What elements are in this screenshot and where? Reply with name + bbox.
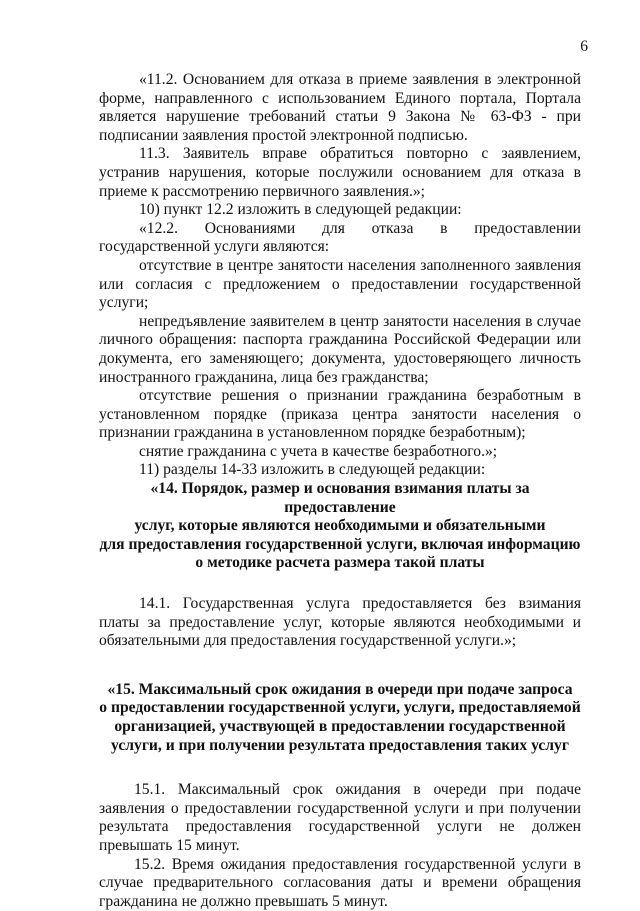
spacer [99, 651, 581, 681]
page-number: 6 [580, 38, 588, 55]
paragraph-11-3: 11.3. Заявитель вправе обратиться повторно с заявлением, устранив нарушения, которые послужили основанием для отказа в приеме к рассмотрению первичного заявления.»; [99, 145, 581, 200]
paragraph-ground-4: снятие гражданина с учета в качестве безработного.»; [139, 442, 498, 460]
section-14-heading-line: «14. Порядок, размер и основания взимания платы за предоставление [150, 480, 530, 516]
document-body [99, 71, 581, 911]
section-15-heading [99, 681, 581, 755]
paragraph-15-1: 15.1. Максимальный срок ожидания в очереди при подаче заявления о предоставлении государственной услуги и при получении результата предоставления государственной услуги не должен превышать 15 минут. [99, 781, 581, 854]
section-14-heading-line: о методике расчета размера такой платы [195, 554, 485, 572]
paragraph-ground-3: отсутствие решения о признании гражданина безработным в установленном порядке (приказа центра занятости населения о признании гражданина в установленном порядке безработным); [99, 387, 581, 442]
section-15-heading-line: «15. Максимальный срок ожидания в очереди при подаче запроса [107, 680, 573, 698]
spacer [99, 755, 581, 781]
paragraph-15-2: 15.2. Время ожидания предоставления государственной услуги в случае предварительного согласования даты и времени обращения гражданина не должно превышать 5 минут. [99, 855, 581, 910]
spacer [99, 573, 581, 595]
section-14-heading-line: для предоставления государственной услуги, включая информацию [99, 535, 581, 553]
paragraph-11-2: «11.2. Основанием для отказа в приеме заявления в электронной форме, направленного с использованием Единого портала, Портала является нарушение требований статьи 9 Закона № 63-ФЗ - при подписании заявления простой электронной подписью. [99, 71, 581, 144]
section-15-heading-line: услуги, и при получении результата предоставления таких услуг [111, 736, 569, 754]
section-14-heading-line: услуг, которые являются необходимыми и обязательными [134, 517, 546, 535]
paragraph-14-1: 14.1. Государственная услуга предоставляется без взимания платы за предоставление услуг, которые являются необходимыми и обязательными для предоставления государственной услуги.»; [99, 595, 581, 650]
section-15-heading-line: о предоставлении государственной услуги, услуги, предоставляемой [99, 699, 581, 717]
paragraph-ground-1: отсутствие в центре занятости населения заполненного заявления или согласия с предложением о предоставлении государственной услуги; [99, 256, 581, 312]
paragraph-item-11: 11) разделы 14-33 изложить в следующей редакции: [139, 461, 486, 479]
paragraph-12-2: «12.2. Основаниями для отказа в предоставлении государственной услуги являются: [99, 219, 581, 256]
paragraph-ground-2: непредъявление заявителем в центр занятости населения в случае личного обращения: паспорта гражданина Российской Федерации или документа, его заменяющего; документа, удостоверяющего личность иностранного гражданина, лица без гражданства; [99, 312, 581, 386]
paragraph-item-10: 10) пункт 12.2 изложить в следующей редакции: [139, 201, 462, 219]
section-14-heading [99, 480, 581, 573]
section-15-heading-line: организацией, участвующей в предоставлении государственной [114, 718, 566, 735]
